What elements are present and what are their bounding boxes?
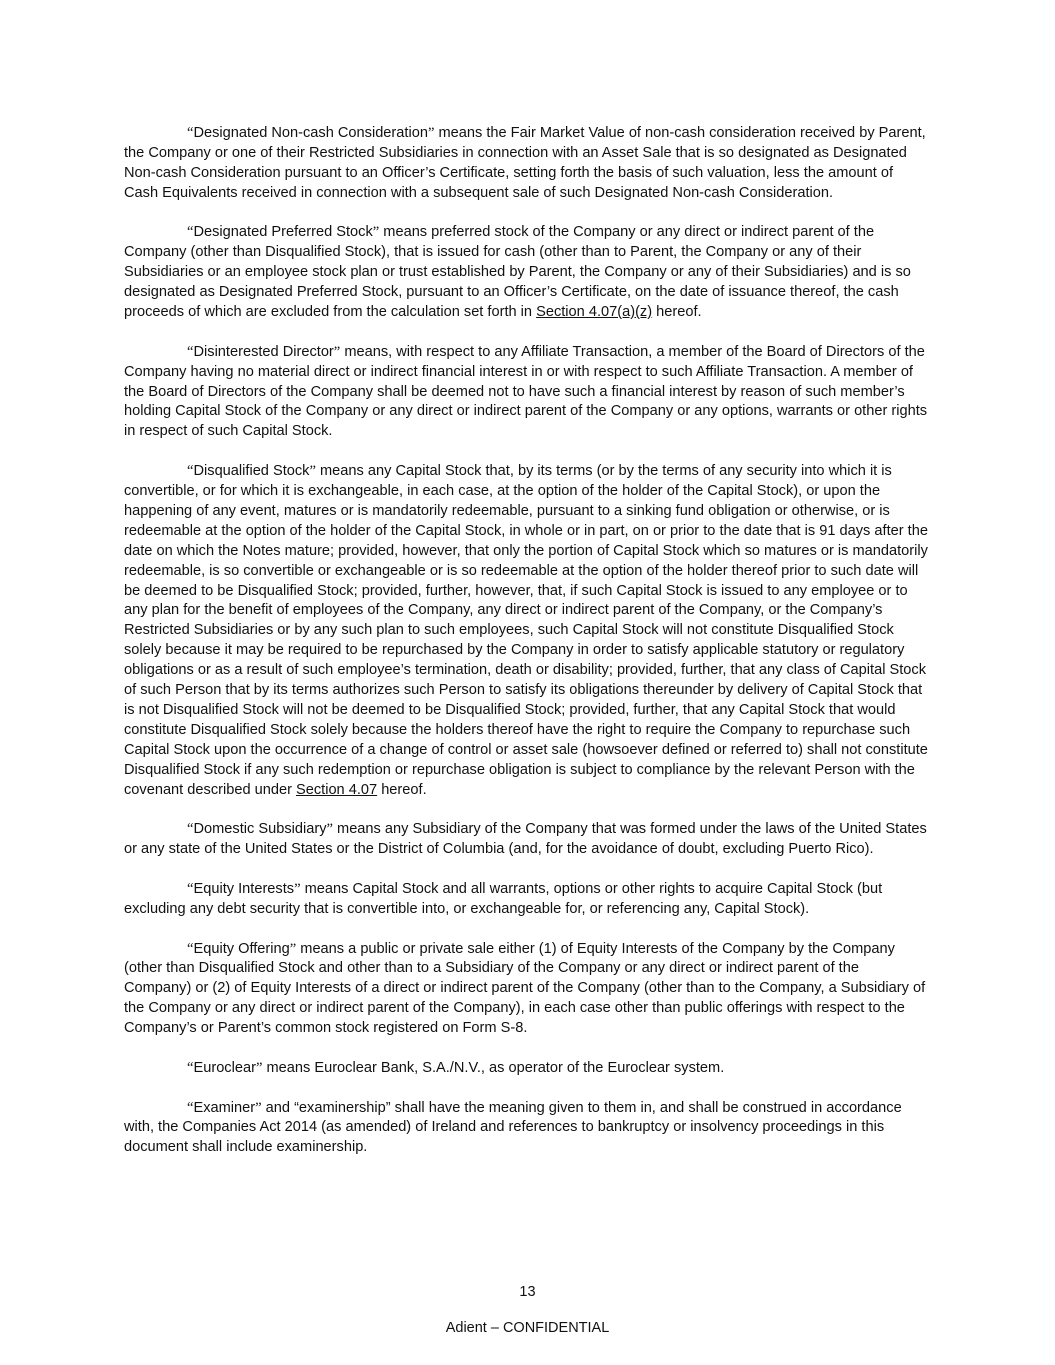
defined-term: Disqualified Stock [193, 463, 310, 480]
definition-text: means any Capital Stock that, by its terms (or by the terms of any security into which it is convertible, or for which it is exchangeable, in each case, at the option of the holder of the Capital Stock), or upon the happening of any event, matures or is mandatorily redeemable, pursuant to a sinking fund obligation or otherwise, or is redeemable at the option of the holder of the Capital Stock, in whole or in part, on or prior to the date that is 91 days after the date on which the Notes mature; provided, however, that only the portion of Capital Stock which so matures or is mandatorily redeemable, is so convertible or exchangeable or is so redeemable at the option of the holder thereof prior to such date will be deemed to be Disqualified Stock; provided, further, however, that, if such Capital Stock is issued to any employee or to any plan for the benefit of employees of the Company, any direct or indirect parent of the Company, or the Company’s Restricted Subsidiaries or by any such plan to such employees, such Capital Stock will not constitute Disqualified Stock solely because it may be required to be repurchased by the Company in order to satisfy applicable statutory or regulatory obligations or as a result of such employee’s termination, death or disability; provided, further, that any class of Capital Stock of such Person that by its terms authorizes such Person to satisfy its obligations thereunder by delivery of Capital Stock that is not Disqualified Stock will not be deemed to be Disqualified Stock; provided, further, that any Capital Stock that would constitute Disqualified Stock solely because the holders thereof have the right to require the Company to repurchase such Capital Stock upon the occurrence of a change of control or asset sale (howsoever defined or referred to) shall not constitute Disqualified Stock if any such redemption or repurchase obligation is subject to compliance by the relevant Person with the covenant described under [124, 463, 928, 798]
confidential-footer: Adient – CONFIDENTIAL [445, 1320, 610, 1336]
definition-equity-interests: “Equity Interests” means Capital Stock and all warrants, options or other rights to acquire Capital Stock (but excluding any debt security that is convertible into, or exchangeable for, or referencing any, Capital Stock). [124, 880, 883, 917]
section-reference: Section 4.07 [296, 781, 378, 798]
defined-term: Euroclear [193, 1059, 256, 1076]
definition-text: means the Fair Market Value of non-cash consideration received by Parent, the Company or one of their Restricted Subsidiaries in connection with an Asset Sale that is so designated as Designated Non-cash Consideration pursuant to an Officer’s Certificate, setting forth the basis of such valuation, less the amount of Cash Equivalents received in connection with a subsequent sale of such Designated Non-cash Consideration. [124, 125, 926, 201]
definition-text: means preferred stock of the Company or any direct or indirect parent of the Company (other than Disqualified Stock), that is issued for cash (other than to Parent, the Company or any of their Subsidiaries or an employee stock plan or trust established by Parent, the Company or any of their Subsidiaries) and is so designated as Designated Preferred Stock, pursuant to an Officer’s Certificate, on the date of issuance thereof, the cash proceeds of which are excluded from the calculation set forth in [124, 224, 911, 321]
section-reference: Section 4.07(a)(z) [536, 304, 653, 321]
definition-text: and “examinership” shall have the meaning given to them in, and shall be construed in accordance with, the Companies Act 2014 (as amended) of Ireland and references to bankruptcy or insolvency proceedings in this document shall include examinership. [124, 1099, 902, 1156]
definition-designated-preferred-stock: “Designated Preferred Stock” means preferred stock of the Company or any direct or indirect parent of the Company (other than Disqualified Stock), that is issued for cash (other than to Parent, the Company or any of their Subsidiaries or an employee stock plan or trust established by Parent, the Company or any of their Subsidiaries) and is so designated as Designated Preferred Stock, pursuant to an Officer’s Certificate, on the date of issuance thereof, the cash proceeds of which are excluded from the calculation set forth in Section 4.07(a)(z) hereof. [124, 224, 911, 321]
definition-examiner: “Examiner” and “examinership” shall have the meaning given to them in, and shall be construed in accordance with, the Companies Act 2014 (as amended) of Ireland and references to bankruptcy or insolvency proceedings in this document shall include examinership. [124, 1099, 902, 1156]
definition-text-tail: hereof. [377, 781, 427, 798]
document-body [124, 124, 928, 1178]
defined-term: Equity Interests [193, 880, 295, 897]
definition-text-tail: hereof. [652, 304, 702, 321]
defined-term: Examiner [193, 1099, 256, 1116]
definition-text: means any Subsidiary of the Company that was formed under the laws of the United States or any state of the United States or the District of Columbia (and, for the avoidance of doubt, excluding Puerto Rico). [124, 821, 927, 858]
definition-designated-non-cash-consideration: “Designated Non-cash Consideration” means the Fair Market Value of non-cash consideration received by Parent, the Company or one of their Restricted Subsidiaries in connection with an Asset Sale that is so designated as Designated Non-cash Consideration pursuant to an Officer’s Certificate, setting forth the basis of such valuation, less the amount of Cash Equivalents received in connection with a subsequent sale of such Designated Non-cash Consideration. [124, 125, 926, 201]
page-number: 13 [519, 1284, 536, 1300]
defined-term: Domestic Subsidiary [193, 821, 327, 838]
definition-disqualified-stock: “Disqualified Stock” means any Capital Stock that, by its terms (or by the terms of any security into which it is convertible, or for which it is exchangeable, in each case, at the option of the holder of the Capital Stock), or upon the happening of any event, matures or is mandatorily redeemable, pursuant to a sinking fund obligation or otherwise, or is redeemable at the option of the holder of the Capital Stock, in whole or in part, on or prior to the date that is 91 days after the date on which the Notes mature; provided, however, that only the portion of Capital Stock which so matures or is mandatorily redeemable, is so convertible or exchangeable or is so redeemable at the option of the holder thereof prior to such date will be deemed to be Disqualified Stock; provided, further, however, that, if such Capital Stock is issued to any employee or to any plan for the benefit of employees of the Company, any direct or indirect parent of the Company, or the Company’s Restricted Subsidiaries or by any such plan to such employees, such Capital Stock will not constitute Disqualified Stock solely because it may be required to be repurchased by the Company in order to satisfy applicable statutory or regulatory obligations or as a result of such employee’s termination, death or disability; provided, further, that any class of Capital Stock of such Person that by its terms authorizes such Person to satisfy its obligations thereunder by delivery of Capital Stock that is not Disqualified Stock will not be deemed to be Disqualified Stock; provided, further, that any Capital Stock that would constitute Disqualified Stock solely because the holders thereof have the right to require the Company to repurchase such Capital Stock upon the occurrence of a change of control or asset sale (howsoever defined or referred to) shall not constitute Disqualified Stock if any such redemption or repurchase obligation is subject to compliance by the relevant Person with the covenant described under Section 4.07 hereof. [124, 463, 928, 798]
definition-text: means Capital Stock and all warrants, options or other rights to acquire Capital Stock (but excluding any debt security that is convertible into, or exchangeable for, or referencing any, Capital Stock). [124, 880, 883, 917]
definition-euroclear: “Euroclear” means Euroclear Bank, S.A./N.V., as operator of the Euroclear system. [187, 1059, 725, 1076]
defined-term: Equity Offering [193, 940, 290, 957]
definition-text: means, with respect to any Affiliate Transaction, a member of the Board of Directors of the Company having no material direct or indirect financial interest in or with respect to such Affiliate Transaction. A member of the Board of Directors of the Company shall be deemed not to have such a financial interest by reason of such member’s holding Capital Stock of the Company or any direct or indirect parent of the Company or any options, warrants or other rights in respect of such Capital Stock. [124, 343, 928, 440]
definition-domestic-subsidiary: “Domestic Subsidiary” means any Subsidiary of the Company that was formed under the laws of the United States or any state of the United States or the District of Columbia (and, for the avoidance of doubt, excluding Puerto Rico). [124, 821, 927, 858]
definition-equity-offering: “Equity Offering” means a public or private sale either (1) of Equity Interests of the Company by the Company (other than Disqualified Stock and other than to a Subsidiary of the Company or any direct or indirect parent of the Company) or (2) of Equity Interests of a direct or indirect parent of the Company (other than to the Company, a Subsidiary of the Company or any direct or indirect parent of the Company), in each case other than public offerings with respect to the Company’s or Parent’s common stock registered on Form S-8. [124, 940, 926, 1037]
defined-term: Designated Non-cash Consideration [193, 125, 428, 141]
defined-term: Disinterested Director [193, 343, 334, 360]
definition-text: means Euroclear Bank, S.A./N.V., as operator of the Euroclear system. [262, 1059, 725, 1076]
definition-text: means a public or private sale either (1) of Equity Interests of the Company by the Company (other than Disqualified Stock and other than to a Subsidiary of the Company or any direct or indirect parent of the Company) or (2) of Equity Interests of a direct or indirect parent of the Company (other than to the Company, a Subsidiary of the Company or any direct or indirect parent of the Company), in each case other than public offerings with respect to the Company’s or Parent’s common stock registered on Form S-8. [124, 940, 926, 1037]
definition-disinterested-director: “Disinterested Director” means, with respect to any Affiliate Transaction, a member of the Board of Directors of the Company having no material direct or indirect financial interest in or with respect to such Affiliate Transaction. A member of the Board of Directors of the Company shall be deemed not to have such a financial interest by reason of such member’s holding Capital Stock of the Company or any direct or indirect parent of the Company or any options, warrants or other rights in respect of such Capital Stock. [124, 343, 928, 440]
defined-term: Designated Preferred Stock [193, 224, 373, 241]
